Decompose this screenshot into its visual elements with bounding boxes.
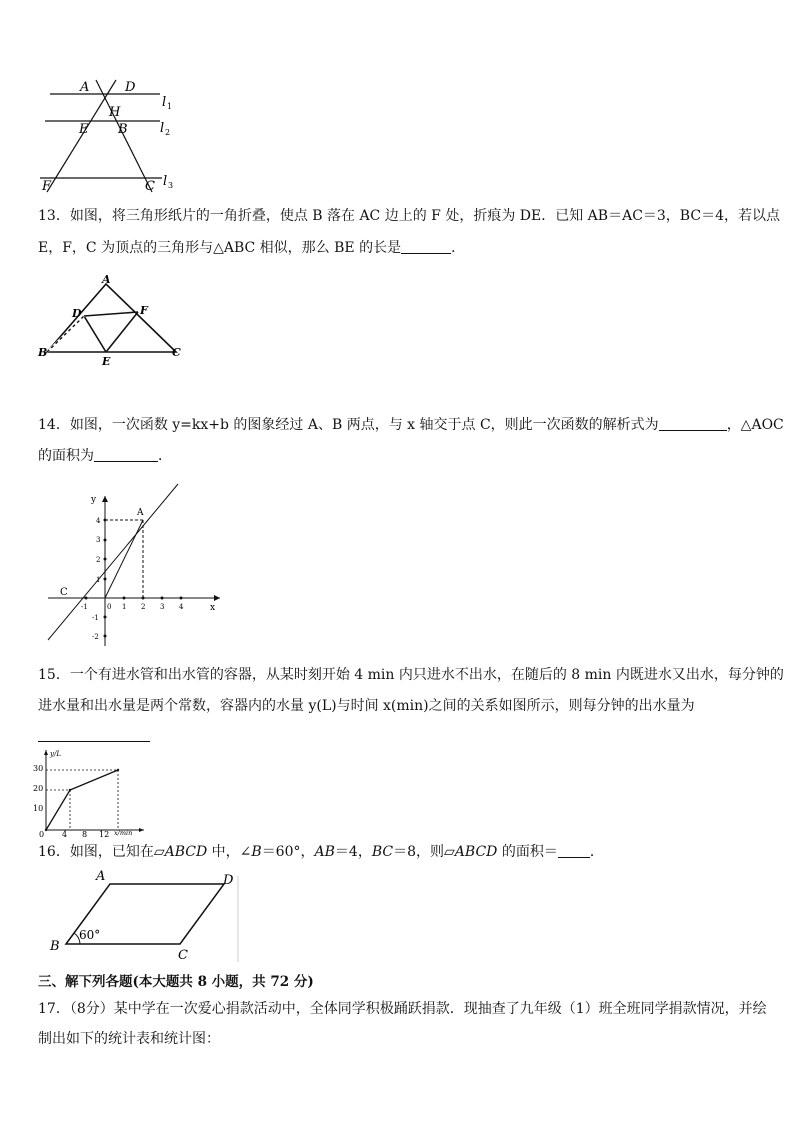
q16-abcd-2: ABCD (454, 844, 498, 860)
q16-mid3: ＝4， (334, 844, 372, 860)
label-C: C (172, 346, 181, 359)
label-l1-sub: 1 (167, 102, 173, 111)
x-tick-label: 3 (160, 603, 165, 611)
y-tick-label: -1 (92, 614, 99, 622)
q14-line1 (38, 410, 784, 440)
fig13-folded-triangle (36, 270, 196, 370)
fig16-parallelogram (42, 866, 242, 966)
label-D: D (125, 80, 136, 95)
q13-answer-blank[interactable] (401, 237, 451, 254)
q16-answer-blank[interactable] (558, 841, 590, 858)
q16-end: ． (589, 844, 604, 860)
y-tick-label: 3 (96, 536, 101, 544)
label-A: A (80, 80, 90, 95)
label-E: E (79, 122, 89, 137)
q15-line2: 进水量和出水量是两个常数，容器内的水量 y(L)与时间 x(min)之间的关系如图所示，则每分钟的出水量为 (38, 698, 695, 714)
q14-line2 (38, 441, 172, 471)
q14-answer-blank-1[interactable] (659, 414, 727, 431)
label-F: F (42, 179, 52, 194)
fig12-parallel-lines (30, 76, 190, 196)
fig14-linear-function-graph (40, 480, 230, 650)
q17-line1: 17．（8分）某中学在一次爱心捐款活动中，全体同学积极踊跃捐款．现抽查了九年级（1）班全班同学捐款情况，并绘 (38, 1001, 767, 1017)
series-line (46, 770, 118, 830)
q16-ab: AB (314, 844, 335, 860)
origin-label: 0 (39, 830, 45, 838)
label-l2-sub: 2 (165, 128, 171, 137)
q13-line2-end: ． (451, 240, 466, 256)
data-point (45, 829, 47, 831)
q13-line2 (38, 233, 465, 263)
x-tick-label: 1 (122, 603, 127, 611)
q16-bc: BC (371, 844, 394, 860)
label-origin: 0 (107, 603, 112, 611)
label-H: H (109, 105, 121, 120)
q16-text (38, 837, 604, 867)
angle-label: 60° (79, 928, 101, 942)
q13-line2-text: E，F，C 为顶点的三角形与△ABC 相似，那么 BE 的长是 (38, 240, 402, 256)
x-tick-label: -1 (81, 603, 88, 611)
label-l3-sub: 3 (168, 181, 174, 190)
label-point-C: C (60, 587, 68, 598)
label-C: C (145, 179, 155, 194)
q16-abcd: ABCD (164, 844, 208, 860)
q16-mid2: ＝60°， (261, 844, 315, 860)
label-D: D (223, 873, 234, 888)
label-y-axis: y (91, 495, 97, 505)
x-axis-label: x/min (114, 829, 133, 837)
q16-mid4: ＝8，则▱ (393, 844, 455, 860)
q16-mid1: 中，∠ (207, 844, 252, 860)
label-C: C (178, 948, 188, 963)
label-x-axis: x (210, 603, 216, 613)
label-l3: l (163, 174, 168, 189)
q15-line1: 15．一个有进水管和出水管的容器，从某时刻开始 4 min 内只进水不出水，在随后的 8 min 内既进水又出水，每分钟的 (38, 667, 784, 683)
y-tick-label: 4 (96, 517, 101, 525)
label-B: B (50, 939, 60, 954)
y-tick-label: 2 (96, 556, 101, 564)
y-tick-label: 1 (96, 576, 101, 584)
q17-line2: 制出如下的统计表和统计图： (38, 1031, 220, 1047)
fig15-water-volume-chart (30, 746, 150, 838)
y-axis-label: y/L (50, 750, 61, 758)
data-point (117, 769, 119, 771)
label-B: B (118, 122, 128, 137)
label-l2: l (160, 121, 165, 136)
label-point-A: A (137, 508, 144, 518)
q14-line1-mid: ，△AOC (726, 417, 784, 433)
q15-answer-blank[interactable] (38, 741, 150, 742)
q16-pre: 16．如图，已知在▱ (38, 844, 165, 860)
label-D: D (72, 307, 82, 320)
q13-line1: 13．如图，将三角形纸片的一角折叠，使点 B 落在 AC 边上的 F 处，折痕为 DE．已知 AB＝AC＝3，BC＝4，若以点 (38, 208, 780, 224)
x-tick-label: 4 (62, 830, 68, 838)
q14-answer-blank-2[interactable] (94, 445, 158, 462)
y-tick-label: 10 (33, 804, 44, 813)
q16-mid5: 的面积＝ (497, 844, 558, 860)
q14-line2-text: 的面积为 (38, 448, 94, 464)
section-heading: 三、解下列各题(本大题共 8 小题，共 72 分) (38, 974, 314, 990)
label-F: F (140, 304, 148, 317)
data-point (69, 789, 71, 791)
q14-line1-text: 14．如图，一次函数 y=kx+b 的图象经过 A、B 两点，与 x 轴交于点 C，则此一次函数的解析式为 (38, 417, 659, 433)
label-l1: l (162, 95, 167, 110)
label-A: A (96, 869, 106, 884)
x-tick-label: 2 (141, 603, 146, 611)
y-tick-label: 30 (33, 764, 44, 773)
x-tick-label: 8 (82, 830, 88, 838)
y-tick-label: 20 (33, 784, 44, 793)
q16-b: B (251, 844, 262, 860)
q14-line2-end: ． (158, 448, 172, 464)
label-A: A (102, 273, 111, 286)
y-tick-label: -2 (92, 633, 99, 641)
x-tick-label: 12 (99, 830, 110, 838)
label-E: E (102, 355, 111, 368)
x-tick-label: 4 (179, 603, 184, 611)
label-B: B (38, 346, 48, 359)
